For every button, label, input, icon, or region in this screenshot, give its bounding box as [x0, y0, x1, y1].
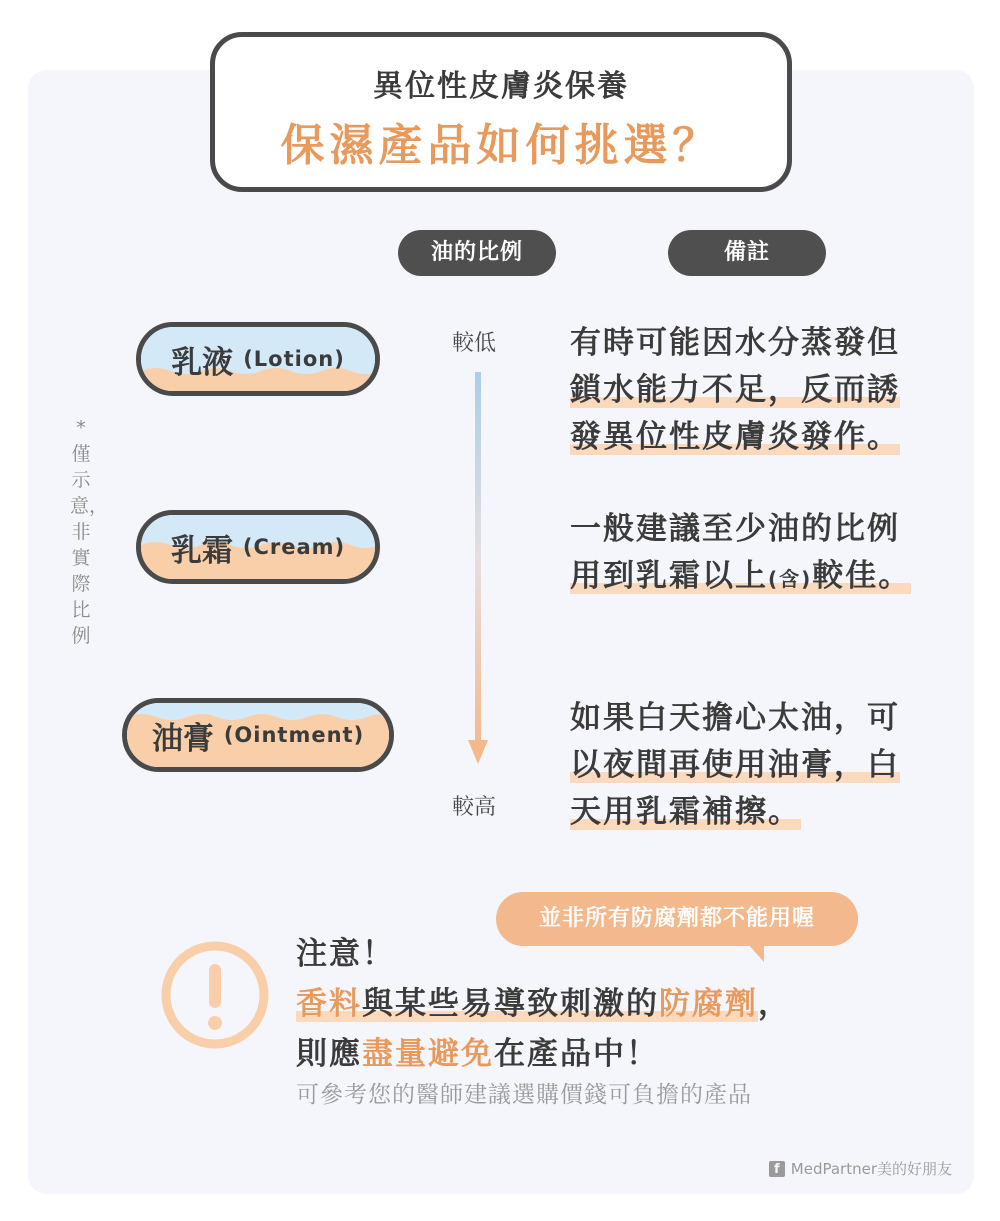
warning-line-2	[296, 1028, 659, 1073]
side-note: *僅示意，非實際比例	[70, 417, 109, 647]
lotion-name-en: (Lotion)	[243, 347, 345, 371]
note-cream-line-2a: 用到乳霜以上	[570, 558, 768, 594]
note-lotion-line-2: 鎖水能力不足，反而誘	[570, 372, 900, 408]
ointment-name-zh: 油膏	[151, 720, 214, 757]
speech-bubble-tail	[746, 942, 764, 962]
warning-line-2-end: 在產品中！	[494, 1036, 659, 1072]
cream-name-en: (Cream)	[242, 535, 346, 559]
cream-label	[141, 515, 375, 579]
note-lotion-line-1: 有時可能因水分蒸發但	[570, 325, 900, 361]
ointment-label	[127, 703, 389, 767]
warning-line-1-mid: 與某些易導致刺激的	[362, 986, 659, 1022]
title-box	[210, 32, 792, 192]
product-ointment	[122, 698, 394, 772]
note-ointment	[570, 695, 950, 836]
product-lotion	[136, 322, 380, 396]
note-ointment-line-3: 天用乳霜補擦。	[570, 794, 801, 830]
note-lotion-line-3: 發異位性皮膚炎發作。	[570, 419, 900, 455]
note-cream-line-2b: 較佳。	[812, 558, 912, 594]
title-main: 保濕產品如何挑選？	[280, 120, 722, 171]
facebook-icon: f	[769, 1161, 785, 1177]
note-lotion	[570, 320, 950, 461]
scale-low-label: 較低	[452, 331, 497, 356]
warning-line-2-start: 則應	[296, 1036, 362, 1072]
credit	[769, 1158, 952, 1179]
note-ointment-line-2: 以夜間再使用油膏，白	[570, 747, 900, 783]
warning-line-1-end: ，	[758, 986, 791, 1022]
product-cream	[136, 510, 380, 584]
warning-fragrance: 香料	[296, 986, 362, 1022]
credit-text: MedPartner美的好朋友	[790, 1160, 952, 1178]
warning-preservative: 防腐劑	[659, 986, 758, 1022]
notes-header: 備註	[668, 230, 826, 276]
note-cream	[570, 506, 950, 603]
warning-title: 注意！	[296, 936, 395, 972]
scale-high-label: 較高	[452, 795, 497, 820]
warning-subtext: 可參考您的醫師建議選購價錢可負擔的產品	[296, 1082, 752, 1108]
warning-avoid: 盡量避免	[362, 1036, 494, 1072]
cream-name-zh: 乳霜	[170, 532, 233, 569]
warning-line-1	[296, 978, 791, 1023]
note-cream-paren: (含)	[768, 567, 813, 591]
title-subtitle: 異位性皮膚炎保養	[373, 69, 629, 104]
lotion-name-zh: 乳液	[171, 344, 234, 381]
note-ointment-line-1: 如果白天擔心太油，可	[570, 700, 900, 736]
note-cream-line-1: 一般建議至少油的比例	[570, 511, 900, 547]
warning-icon	[160, 940, 270, 1050]
oil-ratio-header: 油的比例	[398, 230, 556, 276]
ointment-name-en: (Ointment)	[223, 723, 365, 747]
arrow-down-icon	[468, 372, 488, 767]
lotion-label	[141, 327, 375, 391]
speech-bubble: 並非所有防腐劑都不能用喔	[496, 892, 858, 946]
